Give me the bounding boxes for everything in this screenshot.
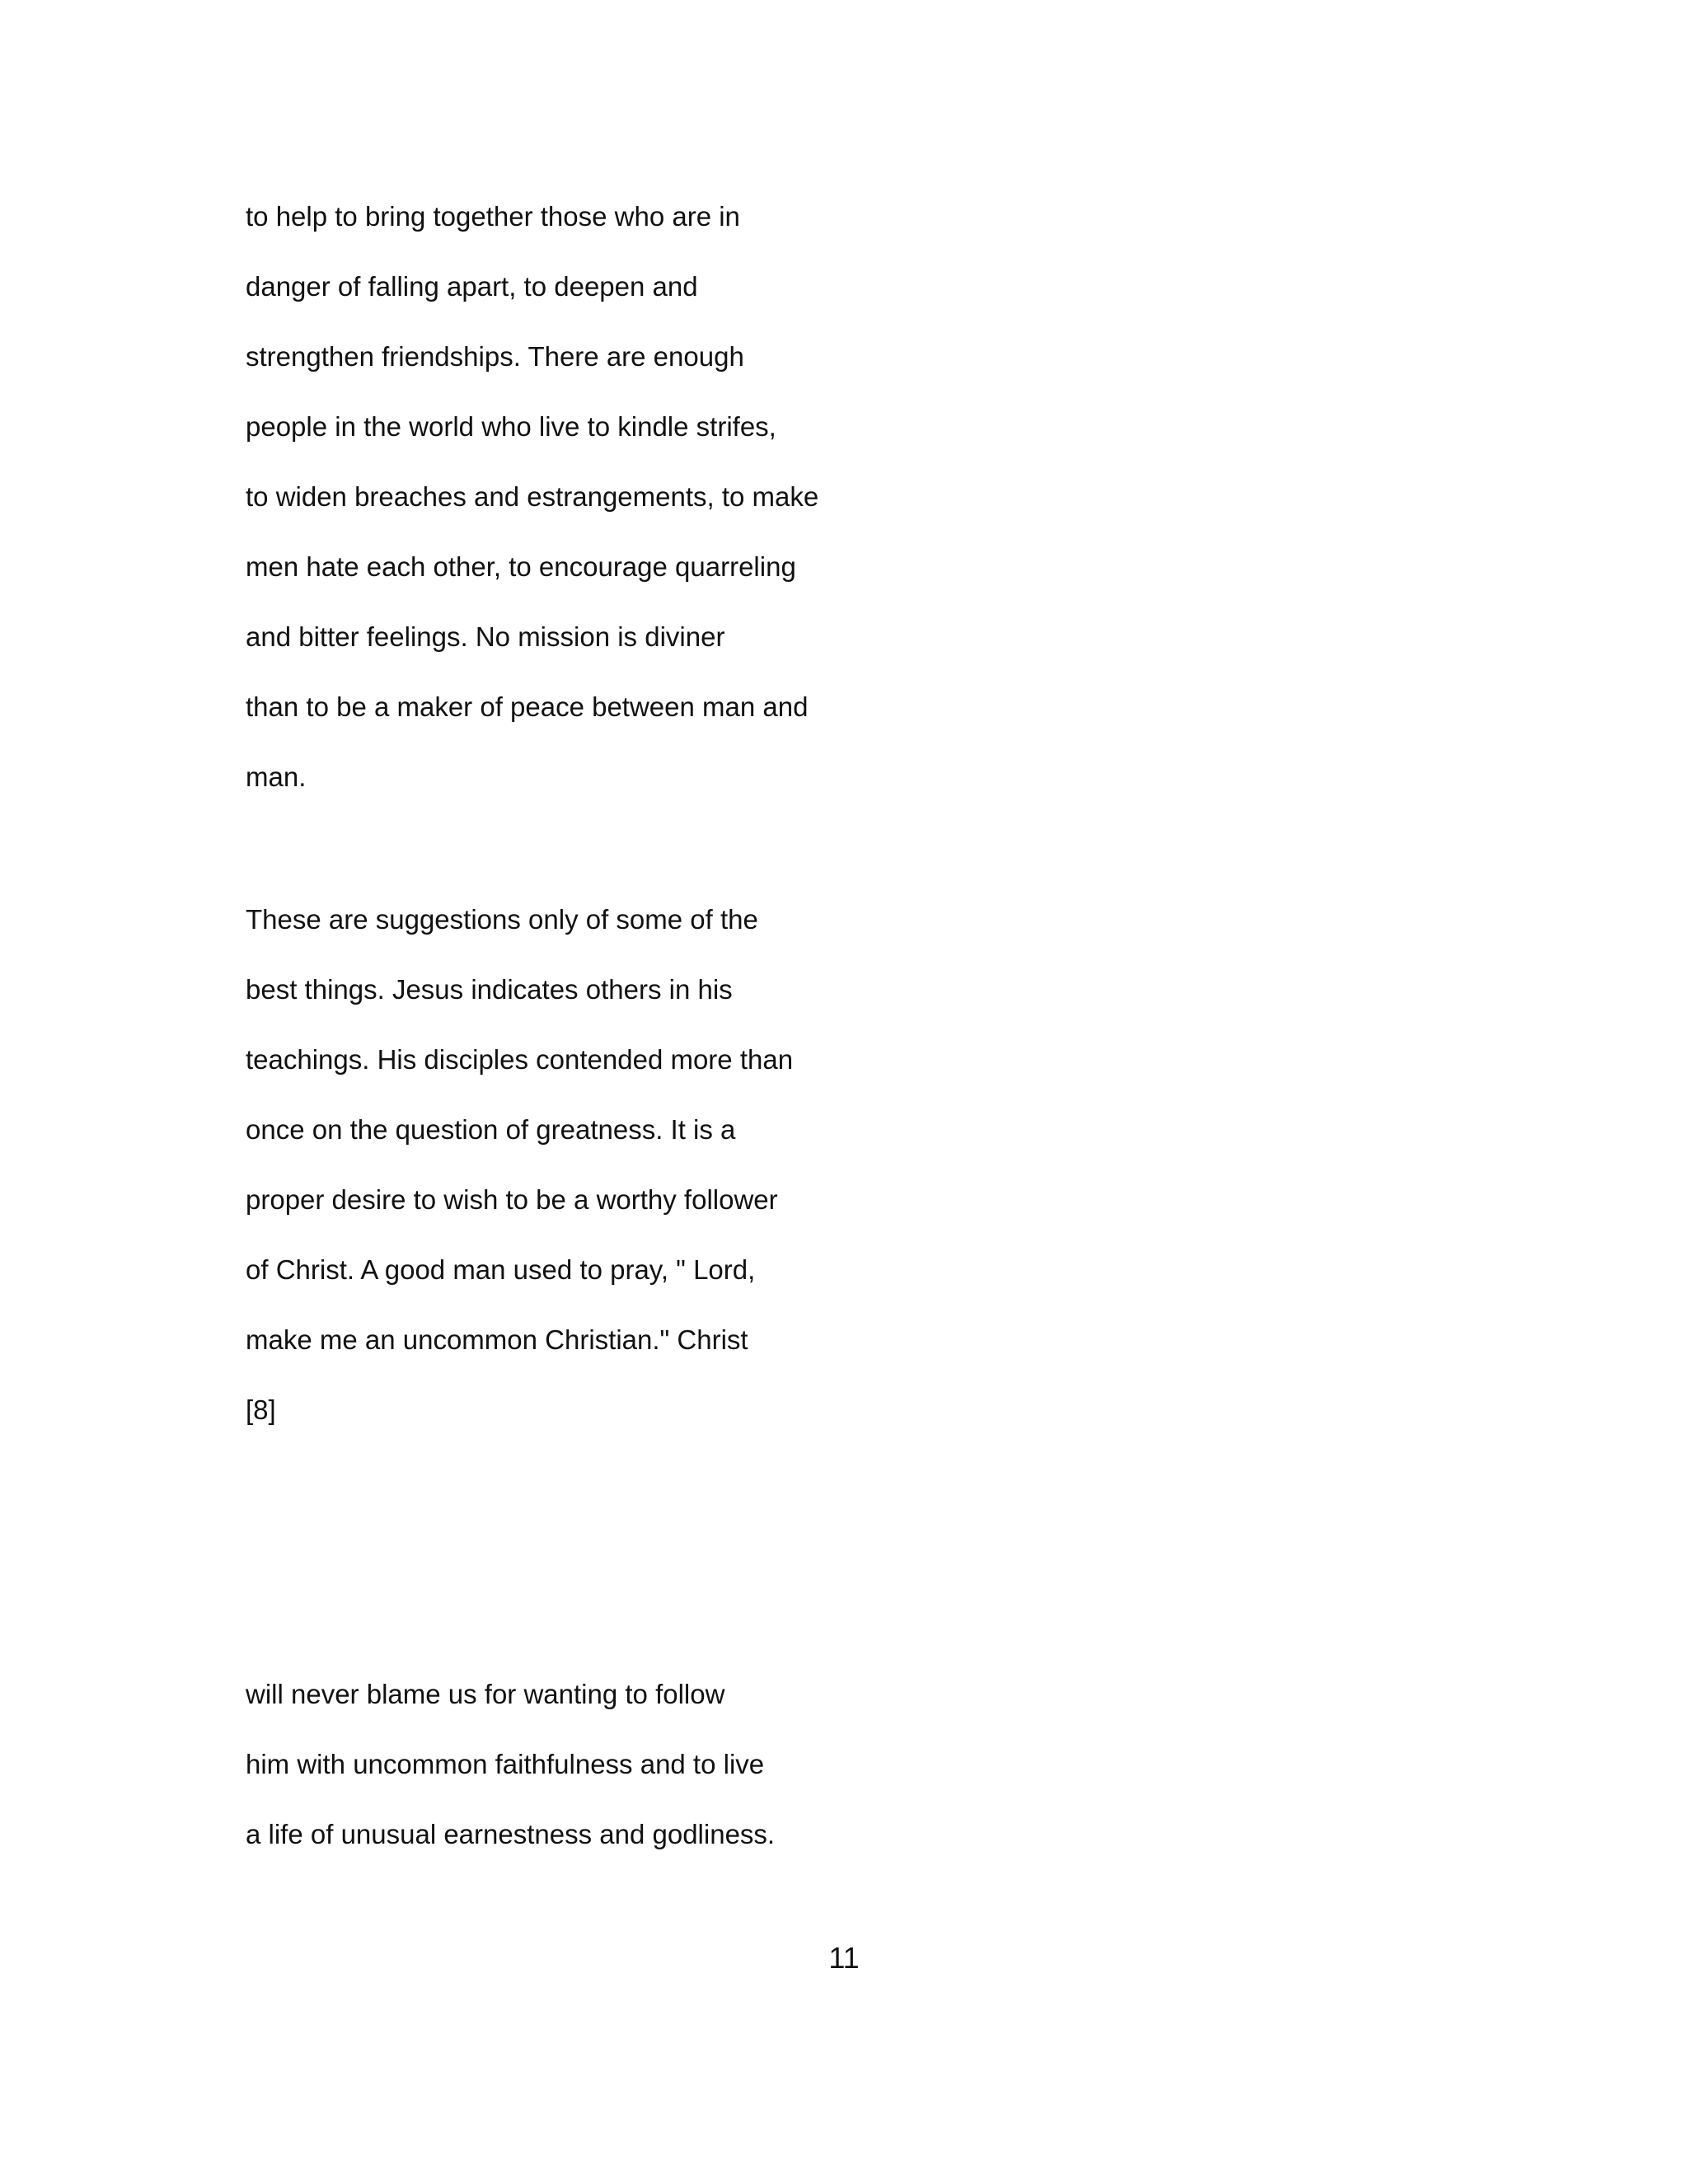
text-line: men hate each other, to encourage quarreling (246, 551, 796, 582)
page-number: 11 (828, 1941, 860, 1975)
paragraph (246, 1659, 1235, 1869)
text-line: best things. Jesus indicates others in his (246, 974, 733, 1005)
paragraph (246, 181, 1235, 812)
paragraph (246, 884, 1235, 1445)
text-line: make me an uncommon Christian." Christ (246, 1324, 748, 1355)
text-line: man. (246, 762, 307, 792)
text-line: of Christ. A good man used to pray, " Lord, (246, 1254, 756, 1285)
text-line: strengthen friendships. There are enough (246, 341, 744, 372)
text-line: a life of unusual earnestness and godliness. (246, 1819, 776, 1849)
text-line: people in the world who live to kindle strifes, (246, 411, 776, 442)
original-page-marker: [8] (246, 1394, 276, 1425)
text-line: once on the question of greatness. It is a (246, 1114, 736, 1145)
text-line: These are suggestions only of some of the (246, 904, 758, 935)
text-line: to widen breaches and estrangements, to make (246, 481, 819, 512)
text-line: danger of falling apart, to deepen and (246, 271, 698, 302)
text-line: than to be a maker of peace between man and (246, 691, 809, 722)
text-line: proper desire to wish to be a worthy follower (246, 1184, 778, 1215)
text-line: to help to bring together those who are in (246, 201, 740, 232)
text-line: and bitter feelings. No mission is diviner (246, 621, 725, 652)
text-line: him with uncommon faithfulness and to live (246, 1749, 765, 1779)
text-line: teachings. His disciples contended more than (246, 1044, 794, 1075)
text-line: will never blame us for wanting to follow (246, 1679, 725, 1709)
